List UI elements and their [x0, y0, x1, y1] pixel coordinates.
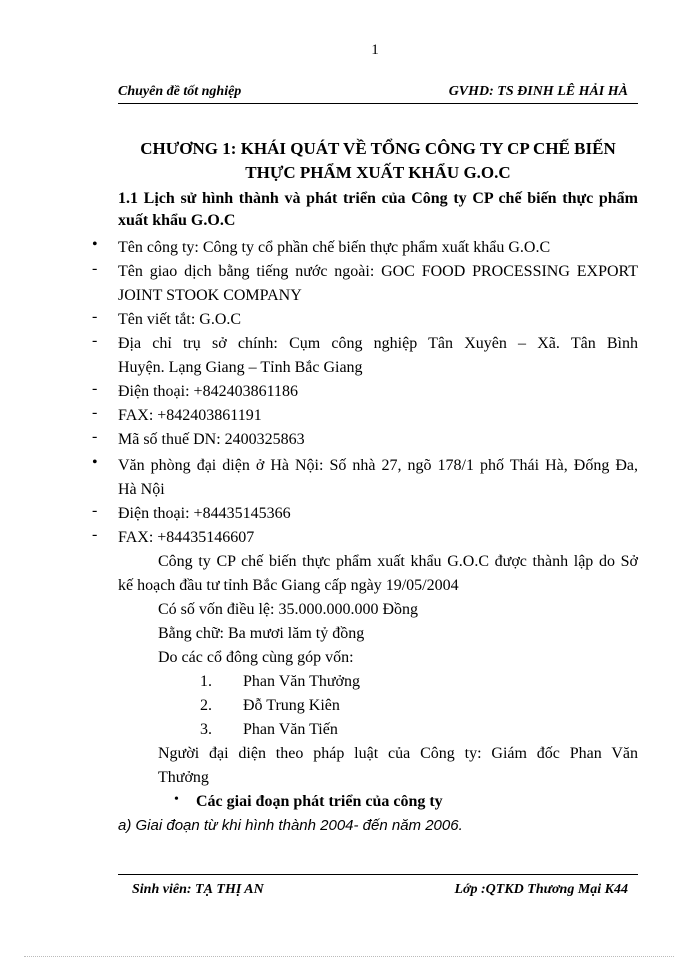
shareholder-name: Phan Văn Tiến [243, 721, 338, 738]
header-rule [118, 103, 638, 104]
shareholder-number: 1. [200, 673, 212, 690]
header-left: Chuyên đề tốt nghiệp [118, 84, 242, 99]
list-item-text: Điện thoại: +84435145366 [118, 505, 291, 522]
shareholder-name: Đỗ Trung Kiên [243, 697, 340, 714]
dash-marker: - [92, 332, 98, 349]
page-number: 1 [371, 42, 379, 58]
section-heading-line2: xuất khẩu G.O.C [118, 212, 236, 229]
header-right: GVHD: TS ĐINH LÊ HẢI HÀ [448, 84, 628, 99]
chapter-title-line1: CHƯƠNG 1: KHÁI QUÁT VỀ TỔNG CÔNG TY CP CHẾ BIẾN [140, 139, 616, 158]
shareholder-number: 3. [200, 721, 212, 738]
list-item-text: Văn phòng đại diện ở Hà Nội: Số nhà 27, ngõ 178/1 phố Thái Hà, Đống Đa, [118, 457, 638, 474]
list-item-text: Tên công ty: Công ty cổ phần chế biến thực phẩm xuất khẩu G.O.C [118, 239, 551, 256]
stages-heading: Các giai đoạn phát triển của công ty [196, 793, 443, 810]
dash-marker: - [92, 502, 98, 519]
bullet-marker: • [174, 792, 179, 807]
page-break-line [24, 956, 674, 957]
list-item-text: Tên viết tắt: G.O.C [118, 311, 242, 328]
list-item-text: Tên giao dịch bằng tiếng nước ngoài: GOC FOOD PROCESSING EXPORT [118, 263, 638, 280]
footer-left: Sinh viên: TẠ THỊ AN [132, 882, 264, 897]
list-item-text: Địa chỉ trụ sở chính: Cụm công nghiệp Tân Xuyên – Xã. Tân Bình [118, 335, 638, 352]
dash-marker: - [92, 404, 98, 421]
dash-marker: - [92, 526, 98, 543]
paragraph-line2: kế hoạch đầu tư tỉnh Bắc Giang cấp ngày 19/05/2004 [118, 577, 459, 594]
dash-marker: - [92, 260, 98, 277]
capital-line: Có số vốn điều lệ: 35.000.000.000 Đồng [158, 601, 418, 618]
list-item-text: Huyện. Lạng Giang – Tỉnh Bắc Giang [118, 359, 363, 376]
list-item-text: Hà Nội [118, 481, 165, 498]
footer-right: Lớp :QTKD Thương Mại K44 [454, 882, 628, 897]
list-item-text: Mã số thuế DN: 2400325863 [118, 431, 305, 448]
representative-line1: Người đại diện theo pháp luật của Công ty: Giám đốc Phan Văn [158, 745, 638, 762]
section-heading-line1: 1.1 Lịch sử hình thành và phát triển của Công ty CP chế biến thực phẩm [118, 190, 638, 207]
list-item-text: FAX: +84435146607 [118, 529, 255, 546]
dash-marker: - [92, 308, 98, 325]
list-item-text: JOINT STOOK COMPANY [118, 287, 302, 304]
footer-rule [118, 874, 638, 875]
capital-in-words: Bằng chữ: Ba mươi lăm tỷ đồng [158, 625, 365, 642]
dash-marker: - [92, 380, 98, 397]
shareholders-intro: Do các cổ đông cùng góp vốn: [158, 649, 354, 666]
paragraph-line1: Công ty CP chế biến thực phẩm xuất khẩu G.O.C được thành lập do Sở [158, 553, 638, 570]
bullet-marker: • [92, 454, 98, 471]
bullet-marker: • [92, 236, 98, 253]
dash-marker: - [92, 428, 98, 445]
stage-a-heading: a) Giai đoạn từ khi hình thành 2004- đến năm 2006. [118, 817, 463, 834]
representative-line2: Thưởng [158, 769, 209, 786]
shareholder-number: 2. [200, 697, 212, 714]
list-item-text: FAX: +842403861191 [118, 407, 262, 424]
shareholder-name: Phan Văn Thưởng [243, 673, 360, 690]
list-item-text: Điện thoại: +842403861186 [118, 383, 298, 400]
chapter-title-line2: THỰC PHẨM XUẤT KHẨU G.O.C [245, 163, 511, 182]
